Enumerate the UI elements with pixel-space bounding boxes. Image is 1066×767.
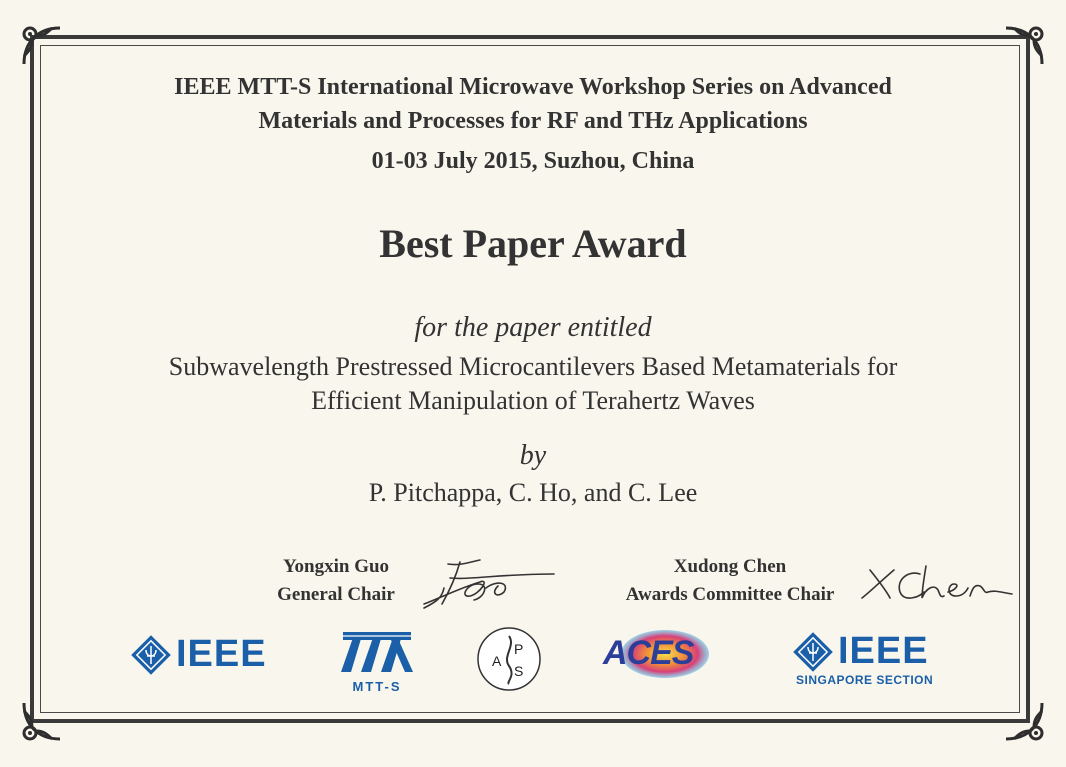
signatory-name: Xudong Chen xyxy=(673,556,787,577)
ieee-singapore-logo xyxy=(792,630,933,687)
corner-ornament-icon xyxy=(1000,697,1048,745)
signatory-name: Yongxin Guo xyxy=(282,556,390,577)
workshop-title-line1: IEEE MTT-S International Microwave Workshop Series on Advanced xyxy=(174,74,892,100)
ieee-diamond-icon xyxy=(792,631,834,673)
signature-icon xyxy=(860,562,1020,615)
for-text: for the paper entitled xyxy=(414,312,652,343)
svg-text:S: S xyxy=(514,663,524,679)
mtt-s-logo-text: MTT-S xyxy=(352,679,402,694)
ieee-diamond-icon xyxy=(130,634,172,676)
corner-ornament-icon xyxy=(1000,22,1048,70)
signature-icon xyxy=(420,558,560,621)
aces-logo-text: ACES xyxy=(603,634,694,672)
mtt-s-emblem-icon xyxy=(339,628,415,674)
paper-title xyxy=(0,350,1066,418)
corner-ornament-icon xyxy=(18,22,66,70)
award-title: Best Paper Award xyxy=(379,221,687,266)
ieee-logo-text: IEEE xyxy=(176,633,267,675)
mtt-s-logo xyxy=(332,628,422,694)
aps-logo xyxy=(476,626,542,692)
signatory-role: General Chair xyxy=(277,584,395,605)
ieee-logo-text: IEEE xyxy=(838,630,929,672)
paper-title-line1: Subwavelength Prestressed Microcantilevers Based Metamaterials for xyxy=(168,352,898,381)
ieee-logo xyxy=(130,633,267,676)
by-text: by xyxy=(519,440,547,471)
signatory-role: Awards Committee Chair xyxy=(625,584,835,605)
paper-title-line2: Efficient Manipulation of Terahertz Waves xyxy=(311,386,755,415)
dates-location: 01-03 July 2015, Suzhou, China xyxy=(371,148,695,174)
workshop-title-line2: Materials and Processes for RF and THz Applications xyxy=(258,108,808,134)
aces-logo xyxy=(603,634,693,673)
corner-ornament-icon xyxy=(18,697,66,745)
authors: P. Pitchappa, C. Ho, and C. Lee xyxy=(368,478,698,507)
signatory-awards-chair xyxy=(598,553,862,609)
svg-text:A: A xyxy=(492,653,502,669)
singapore-section-text: SINGAPORE SECTION xyxy=(796,673,934,687)
workshop-title xyxy=(0,70,1066,138)
svg-text:P: P xyxy=(514,641,524,657)
signatory-general-chair xyxy=(256,553,416,609)
